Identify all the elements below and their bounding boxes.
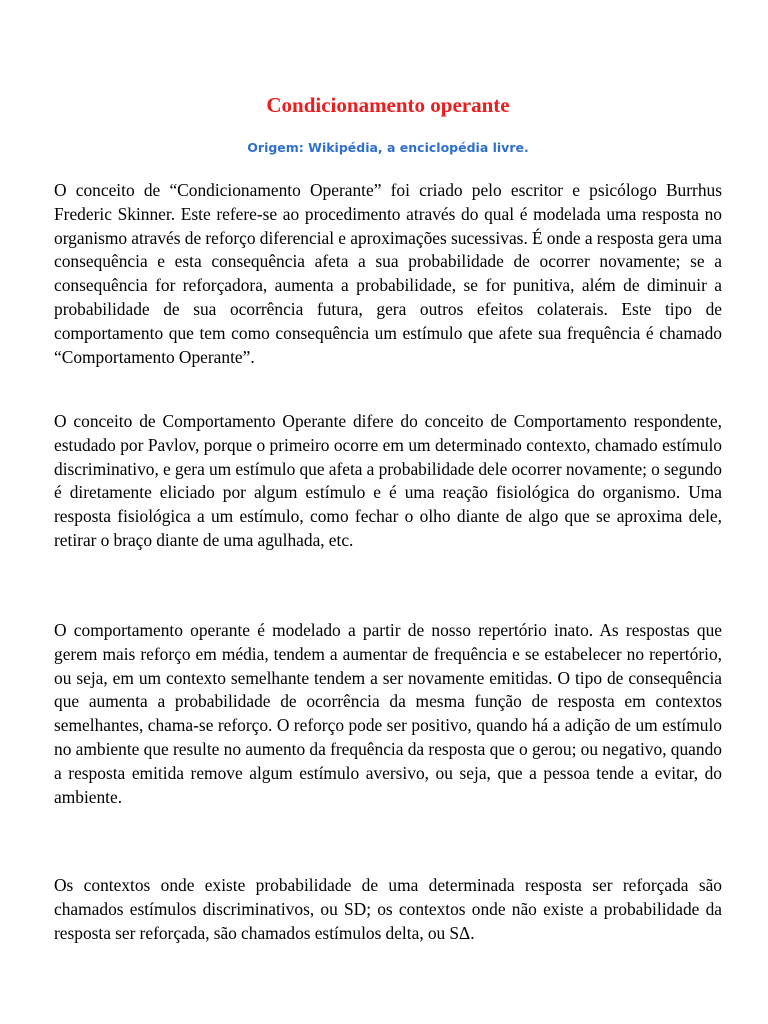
source-subtitle: Origem: Wikipédia, a enciclopédia livre. [247, 140, 529, 155]
paragraph-1: O conceito de “Condicionamento Operante” foi criado pelo escritor e psicólogo Burrhus Frederic Skinner. Este refere-se ao procedimento através do qual é modelada uma resposta no organismo através de reforço diferencial e aproximações sucessivas. É onde a resposta gera uma consequência e esta consequência afeta a sua probabilidade de ocorrer novamente; se a consequência for reforçadora, aumenta a probabilidade, se for punitiva, além de diminuir a probabilidade de sua ocorrência futura, gera outros efeitos colaterais. Este tipo de comportamento que tem como consequência um estímulo que afete sua frequência é chamado “Comportamento Operante”. [54, 180, 722, 367]
paragraph-3: O comportamento operante é modelado a partir de nosso repertório inato. As respostas que gerem mais reforço em média, tendem a aumentar de frequência e se estabelecer no repertório, ou seja, em um contexto semelhante tendem a ser novamente emitidas. O tipo de consequência que aumenta a probabilidade de ocorrência da mesma função de resposta em contextos semelhantes, chama-se reforço. O reforço pode ser positivo, quando há a adição de um estímulo no ambiente que resulte no aumento da frequência da resposta que o gerou; ou negativo, quando a resposta emitida remove algum estímulo aversivo, ou seja, que a pessoa tende a evitar, do ambiente. [54, 620, 722, 807]
paragraph-2: O conceito de Comportamento Operante difere do conceito de Comportamento respondente, estudado por Pavlov, porque o primeiro ocorre em um determinado contexto, chamado estímulo discriminativo, e gera um estímulo que afeta a probabilidade dele ocorrer novamente; o segundo é diretamente eliciado por algum estímulo e é uma reação fisiológica do organismo. Uma resposta fisiológica a um estímulo, como fechar o olho diante de algo que se aproxima dele, retirar o braço diante de uma agulhada, etc. [54, 411, 722, 550]
paragraph-4: Os contextos onde existe probabilidade de uma determinada resposta ser reforçada são chamados estímulos discriminativos, ou SD; os contextos onde não existe a probabilidade da resposta ser reforçada, são chamados estímulos delta, ou SΔ. [54, 875, 722, 943]
page-title: Condicionamento operante [266, 93, 510, 117]
